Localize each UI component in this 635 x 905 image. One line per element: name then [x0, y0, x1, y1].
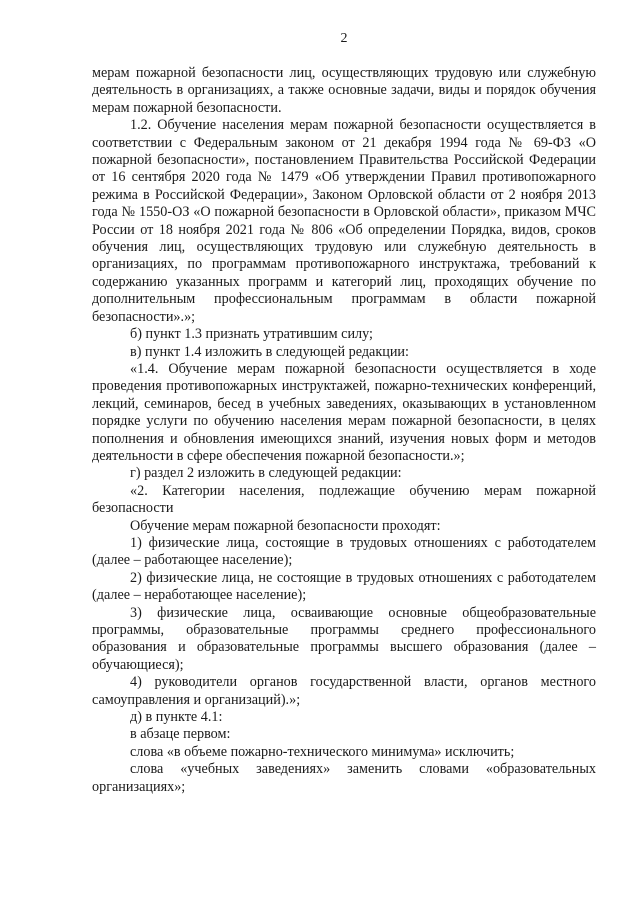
paragraph: Обучение мерам пожарной безопасности проходят: — [130, 517, 441, 534]
paragraph: «1.4. Обучение мерам пожарной безопасности осуществляется в ходе проведения противопожарных инструктажей, пожарно-технических конференций, лекций, семинаров, бесед в учебных заведениях, оказывающих в установленном порядке услуги по обучению населения мерам пожарной безопасности, в целях пополнения и обновления имеющихся знаний, изучения новых форм и методов деятельности в сфере обеспечения пожарной безопасности.»; — [92, 360, 596, 464]
paragraph: б) пункт 1.3 признать утратившим силу; — [130, 326, 373, 343]
paragraph: 3) физические лица, осваивающие основные общеобразовательные программы, образовательные программы среднего профессионального образования и образовательные программы высшего образования (далее – обучающиеся); — [92, 604, 596, 673]
paragraph: мерам пожарной безопасности лиц, осуществляющих трудовую или служебную деятельность в организациях, а также основные задачи, виды и порядок обучения мерам пожарной безопасности. — [92, 65, 596, 116]
paragraph: в) пункт 1.4 изложить в следующей редакции: — [130, 343, 409, 360]
paragraph: д) в пункте 4.1: — [130, 709, 223, 726]
paragraph: «2. Категории населения, подлежащие обучению мерам пожарной безопасности — [92, 482, 596, 517]
paragraph: г) раздел 2 изложить в следующей редакции: — [130, 465, 402, 482]
paragraph: 2) физические лица, не состоящие в трудовых отношениях с работодателем (далее – неработающее население); — [92, 569, 596, 604]
page-number: 2 — [340, 31, 348, 46]
paragraph: слова «учебных заведениях» заменить словами «образовательных организациях»; — [92, 761, 596, 795]
paragraph: 1) физические лица, состоящие в трудовых отношениях с работодателем (далее – работающее население); — [92, 534, 596, 569]
paragraph: 4) руководители органов государственной власти, органов местного самоуправления и организаций).»; — [92, 674, 596, 708]
paragraph: слова «в объеме пожарно-технического минимума» исключить; — [130, 743, 515, 760]
document-body — [92, 65, 596, 796]
paragraph: 1.2. Обучение населения мерам пожарной безопасности осуществляется в соответствии с Федеральным законом от 21 декабря 1994 года № 69-ФЗ «О пожарной безопасности», постановлением Правительства Российской Федерации от 16 сентября 2020 года № 1479 «Об утверждении Правил противопожарного режима в Российской Федерации», Законом Орловской области от 2 ноября 2013 года № 1550-ОЗ «О пожарной безопасности в Орловской области», приказом МЧС России от 18 ноября 2021 года № 806 «Об определении Порядка, видов, сроков обучения лиц, осуществляющих трудовую или служебную деятельность в организациях, по программам противопожарного инструктажа, требований к содержанию указанных программ и категорий лиц, проходящих обучение по дополнительным профессиональным программам в области пожарной безопасности».»; — [92, 117, 596, 325]
paragraph: в абзаце первом: — [130, 726, 231, 743]
